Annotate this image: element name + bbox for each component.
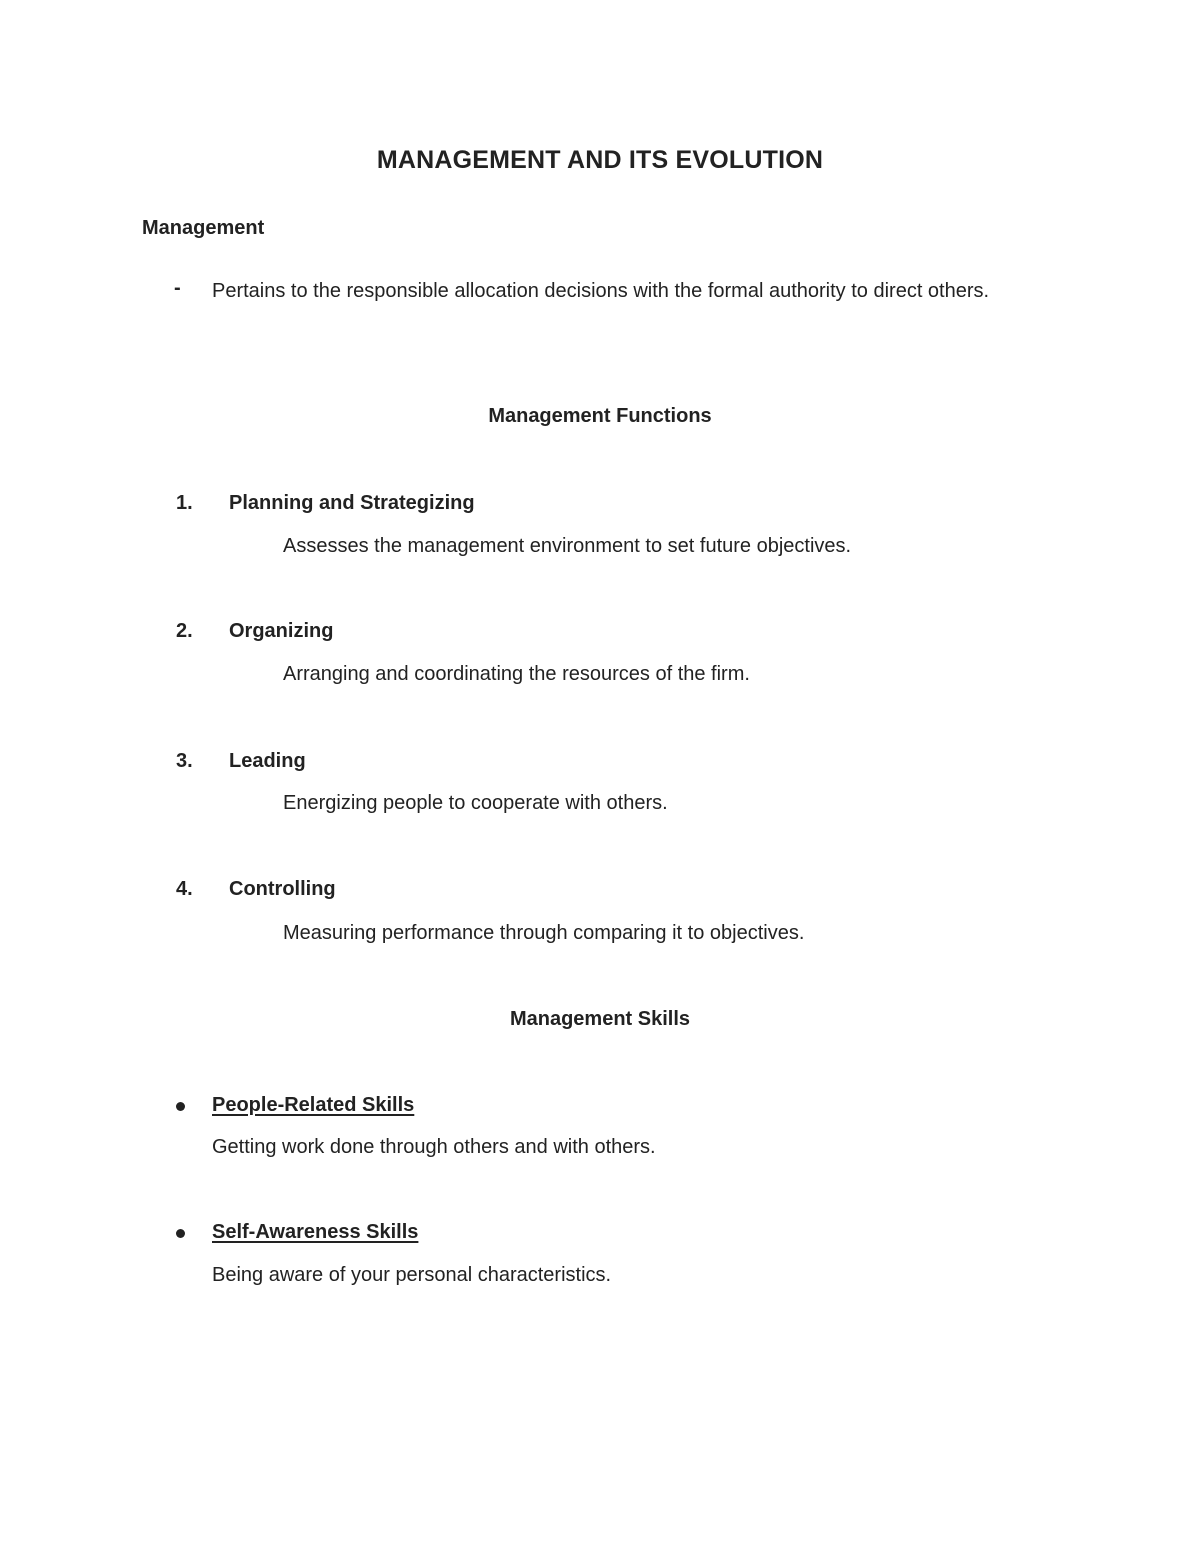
- document-title: MANAGEMENT AND ITS EVOLUTION: [376, 146, 824, 174]
- function-title: Organizing: [229, 620, 334, 642]
- skill-title: Self-Awareness Skills: [212, 1221, 419, 1243]
- function-title: Planning and Strategizing: [229, 492, 475, 514]
- definition-marker: -: [174, 277, 181, 299]
- function-description: Measuring performance through comparing it to objectives.: [283, 922, 805, 944]
- skill-title: People-Related Skills: [212, 1094, 415, 1116]
- functions-heading: Management Functions: [488, 405, 712, 427]
- section-label: Management: [142, 217, 265, 239]
- definition-text: Pertains to the responsible allocation decisions with the formal authority to direct others.: [212, 280, 990, 302]
- function-description: Energizing people to cooperate with others.: [283, 792, 668, 814]
- skill-description: Being aware of your personal characteristics.: [212, 1264, 612, 1286]
- function-number: 1.: [176, 492, 193, 514]
- skills-heading: Management Skills: [509, 1008, 691, 1030]
- bullet-icon: [176, 1229, 185, 1238]
- bullet-icon: [176, 1102, 185, 1111]
- function-number: 3.: [176, 750, 193, 772]
- function-number: 4.: [176, 878, 193, 900]
- function-description: Arranging and coordinating the resources of the firm.: [283, 663, 750, 685]
- function-title: Controlling: [229, 878, 336, 900]
- skill-description: Getting work done through others and with others.: [212, 1136, 656, 1158]
- function-number: 2.: [176, 620, 193, 642]
- function-title: Leading: [229, 750, 306, 772]
- function-description: Assesses the management environment to set future objectives.: [283, 535, 852, 557]
